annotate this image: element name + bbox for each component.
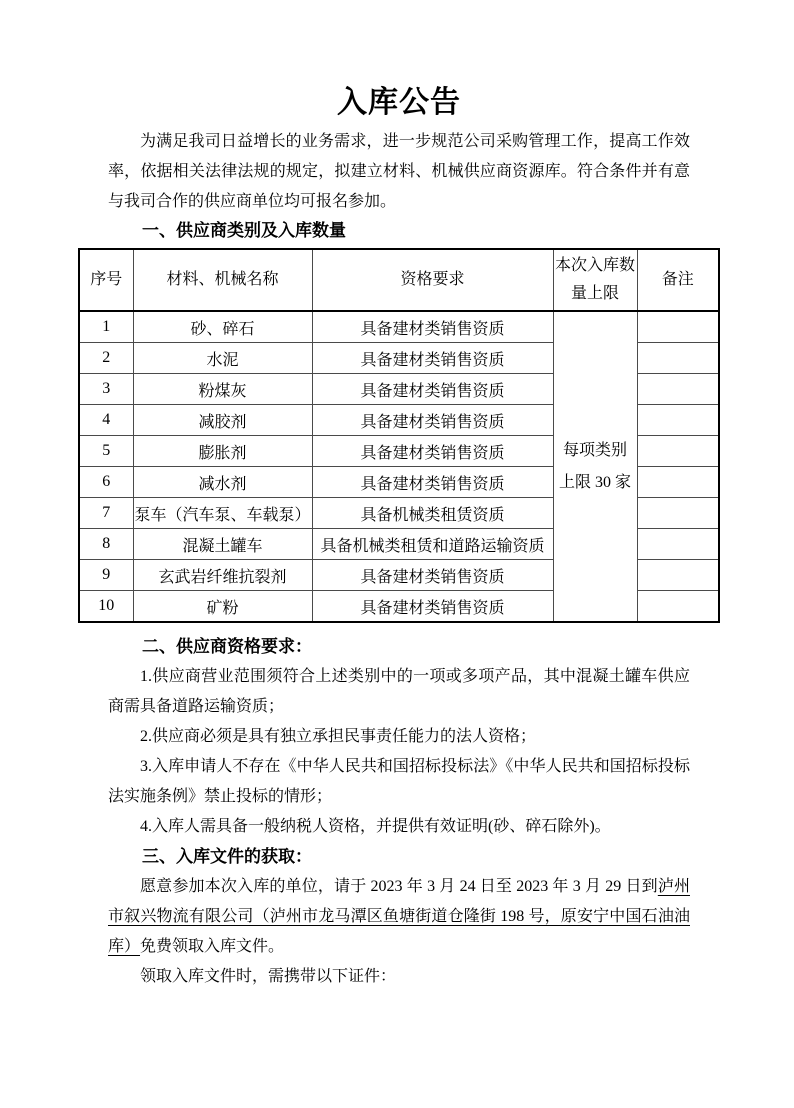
supplier-table-header — [79, 249, 719, 311]
cell-name: 减水剂 — [133, 467, 312, 498]
cell-remark — [637, 498, 719, 529]
cell-no: 4 — [79, 405, 133, 436]
cell-remark — [637, 311, 719, 343]
cell-no: 3 — [79, 374, 133, 405]
section3-paragraph-suffix: 免费领取入库文件。 — [140, 938, 285, 955]
cell-no: 6 — [79, 467, 133, 498]
cell-name: 矿粉 — [133, 591, 312, 623]
cell-remark — [637, 591, 719, 623]
table-row — [79, 311, 719, 343]
section1-heading: 一、供应商类别及入库数量 — [142, 221, 346, 240]
section2-item-1: 1.供应商营业范围须符合上述类别中的一项或多项产品，其中混凝土罐车供应商需具备道路运输资质； — [108, 668, 690, 715]
limit-line: 上限 30 家 — [558, 473, 631, 491]
cell-name: 混凝土罐车 — [133, 529, 312, 560]
cell-remark — [637, 374, 719, 405]
header-cell-remark: 备注 — [637, 249, 719, 311]
cell-no: 1 — [79, 311, 133, 343]
section3-paragraph — [108, 872, 690, 962]
cell-qualification: 具备建材类销售资质 — [312, 436, 553, 467]
header-row — [79, 249, 719, 311]
supplier-table — [78, 248, 720, 623]
document-title: 入库公告 — [337, 86, 461, 119]
cell-no: 8 — [79, 529, 133, 560]
cell-qualification: 具备建材类销售资质 — [312, 374, 553, 405]
header-cell-name: 材料、机械名称 — [133, 249, 312, 311]
cell-qualification: 具备建材类销售资质 — [312, 467, 553, 498]
cell-name: 粉煤灰 — [133, 374, 312, 405]
section2-item-4: 4.入库人需具备一般纳税人资格，并提供有效证明(砂、碎石除外)。 — [140, 818, 611, 835]
cell-name: 玄武岩纤维抗裂剂 — [133, 560, 312, 591]
section3-heading: 三、入库文件的获取： — [142, 847, 312, 866]
header-cell-no: 序号 — [79, 249, 133, 311]
cell-no: 10 — [79, 591, 133, 623]
cell-remark — [637, 343, 719, 374]
cell-qualification: 具备建材类销售资质 — [312, 343, 553, 374]
cell-name: 水泥 — [133, 343, 312, 374]
cell-qualification: 具备建材类销售资质 — [312, 405, 553, 436]
cell-no: 5 — [79, 436, 133, 467]
section3-paragraph-prefix: 愿意参加本次入库的单位，请于 2023 年 3 月 24 日至 2023 年 3 月 29 日到 — [140, 878, 658, 895]
intro-paragraph: 为满足我司日益增长的业务需求，进一步规范公司采购管理工作，提高工作效率，依据相关法律法规的规定，拟建立材料、机械供应商资源库。符合条件并有意与我司合作的供应商单位均可报名参加。 — [108, 133, 690, 210]
cell-limit-merged — [553, 311, 637, 622]
cell-qualification: 具备机械类租赁和道路运输资质 — [312, 529, 553, 560]
cell-qualification: 具备建材类销售资质 — [312, 311, 553, 343]
cell-remark — [637, 405, 719, 436]
section2-item-2: 2.供应商必须是具有独立承担民事责任能力的法人资格； — [140, 728, 537, 745]
section3-paragraph-2: 领取入库文件时，需携带以下证件： — [140, 968, 397, 985]
cell-name: 砂、碎石 — [133, 311, 312, 343]
cell-name: 膨胀剂 — [133, 436, 312, 467]
cell-remark — [637, 436, 719, 467]
limit-line: 每项类别 — [562, 441, 627, 459]
cell-name: 减胶剂 — [133, 405, 312, 436]
cell-no: 9 — [79, 560, 133, 591]
section2-item-3: 3.入库申请人不存在《中华人民共和国招标投标法》《中华人民共和国招标投标法实施条例》禁止投标的情形； — [108, 758, 690, 805]
cell-name: 泵车（汽车泵、车载泵） — [133, 498, 312, 529]
header-cell-limit: 本次入库数量上限 — [553, 249, 637, 311]
cell-qualification: 具备建材类销售资质 — [312, 560, 553, 591]
supplier-table-body — [79, 311, 719, 622]
section2-heading: 二、供应商资格要求： — [142, 637, 312, 656]
cell-qualification: 具备建材类销售资质 — [312, 591, 553, 623]
header-cell-qualification: 资格要求 — [312, 249, 553, 311]
section3-address-underlined: 泸州市叙兴物流有限公司（泸州市龙马潭区鱼塘街道仓隆街 198 号，原安宁中国石油油库） — [108, 878, 690, 955]
cell-no: 2 — [79, 343, 133, 374]
cell-remark — [637, 467, 719, 498]
cell-no: 7 — [79, 498, 133, 529]
cell-remark — [637, 529, 719, 560]
cell-remark — [637, 560, 719, 591]
cell-qualification: 具备机械类租赁资质 — [312, 498, 553, 529]
